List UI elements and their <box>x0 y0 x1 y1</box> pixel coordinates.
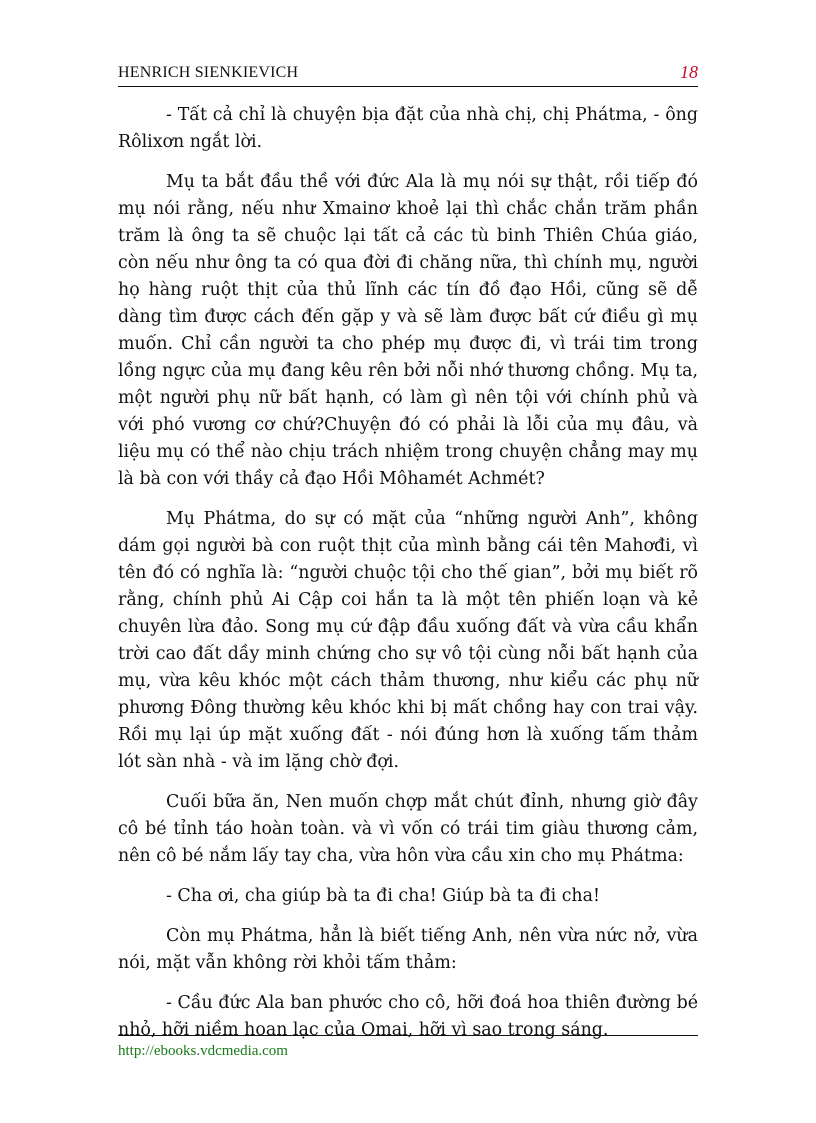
paragraph-5: - Cha ơi, cha giúp bà ta đi cha! Giúp bà ta đi cha! <box>166 886 600 906</box>
paragraph-6: Còn mụ Phátma, hẳn là biết tiếng Anh, nên vừa nức nở, vừa nói, mặt vẫn không rời khỏi tấm thảm: <box>118 926 698 973</box>
paragraph-1: - Tất cả chỉ là chuyện bịa đặt của nhà chị, chị Phátma, - ông Rôlixơn ngắt lời. <box>118 105 698 152</box>
footer-url-link[interactable]: http://ebooks.vdcmedia.com <box>118 1043 288 1059</box>
footer-divider <box>118 1035 698 1036</box>
page-number: 18 <box>680 62 698 82</box>
paragraph-7: - Cầu đức Ala ban phước cho cô, hỡi đoá hoa thiên đường bé nhỏ, hỡi niềm hoan lạc của Omai, hỡi vì sao trong sáng. <box>118 993 698 1040</box>
page-body <box>118 102 698 1057</box>
header-divider <box>118 86 698 87</box>
paragraph-2: Mụ ta bắt đầu thề với đức Ala là mụ nói sự thật, rồi tiếp đó mụ nói rằng, nếu như Xmainơ khoẻ lại thì chắc chắn trăm phần trăm là ông ta sẽ chuộc lại tất cả các tù binh Thiên Chúa giáo, còn nếu như ông ta có qua đời đi chăng nữa, thì chính mụ, người họ hàng ruột thịt của thủ lĩnh các tín đồ đạo Hồi, cũng sẽ dễ dàng tìm được cách đến gặp y và sẽ làm được bất cứ điều gì mụ muốn. Chỉ cần người ta cho phép mụ được đi, vì trái tim trong lồng ngực của mụ đang kêu rên bởi nỗi nhớ thương chồng. Mụ ta, một người phụ nữ bất hạnh, có làm gì nên tội với chính phủ và với phó vương cơ chứ?Chuyện đó có phải là lỗi của mụ đâu, và liệu mụ có thể nào chịu trách nhiệm trong chuyện chẳng may mụ là bà con với thầy cả đạo Hồi Môhamét Achmét? <box>118 172 698 489</box>
page-header <box>118 62 698 86</box>
paragraph-4: Cuối bữa ăn, Nen muốn chợp mắt chút đỉnh, nhưng giờ đây cô bé tỉnh táo hoàn toàn. và vì vốn có trái tim giàu thương cảm, nên cô bé nắm lấy tay cha, vừa hôn vừa cầu xin cho mụ Phátma: <box>118 792 698 866</box>
paragraph-3: Mụ Phátma, do sự có mặt của “những người Anh”, không dám gọi người bà con ruột thịt của mình bằng cái tên Mahơđi, vì tên đó có nghĩa là: “người chuộc tội cho thế gian”, bởi mụ biết rõ rằng, chính phủ Ai Cập coi hắn ta là một tên phiến loạn và kẻ chuyên lừa đảo. Song mụ cứ đập đầu xuống đất và vừa cầu khẩn trời cao đất dầy minh chứng cho sự vô tội cùng nỗi bất hạnh của mụ, vừa kêu khóc một cách thảm thương, như kiểu các phụ nữ phương Đông thường kêu khóc khi bị mất chồng hay con trai vậy. Rồi mụ lại úp mặt xuống đất - nói đúng hơn là xuống tấm thảm lót sàn nhà - và im lặng chờ đợi. <box>118 509 698 772</box>
book-author: HENRICH SIENKIEVICH <box>118 64 299 81</box>
